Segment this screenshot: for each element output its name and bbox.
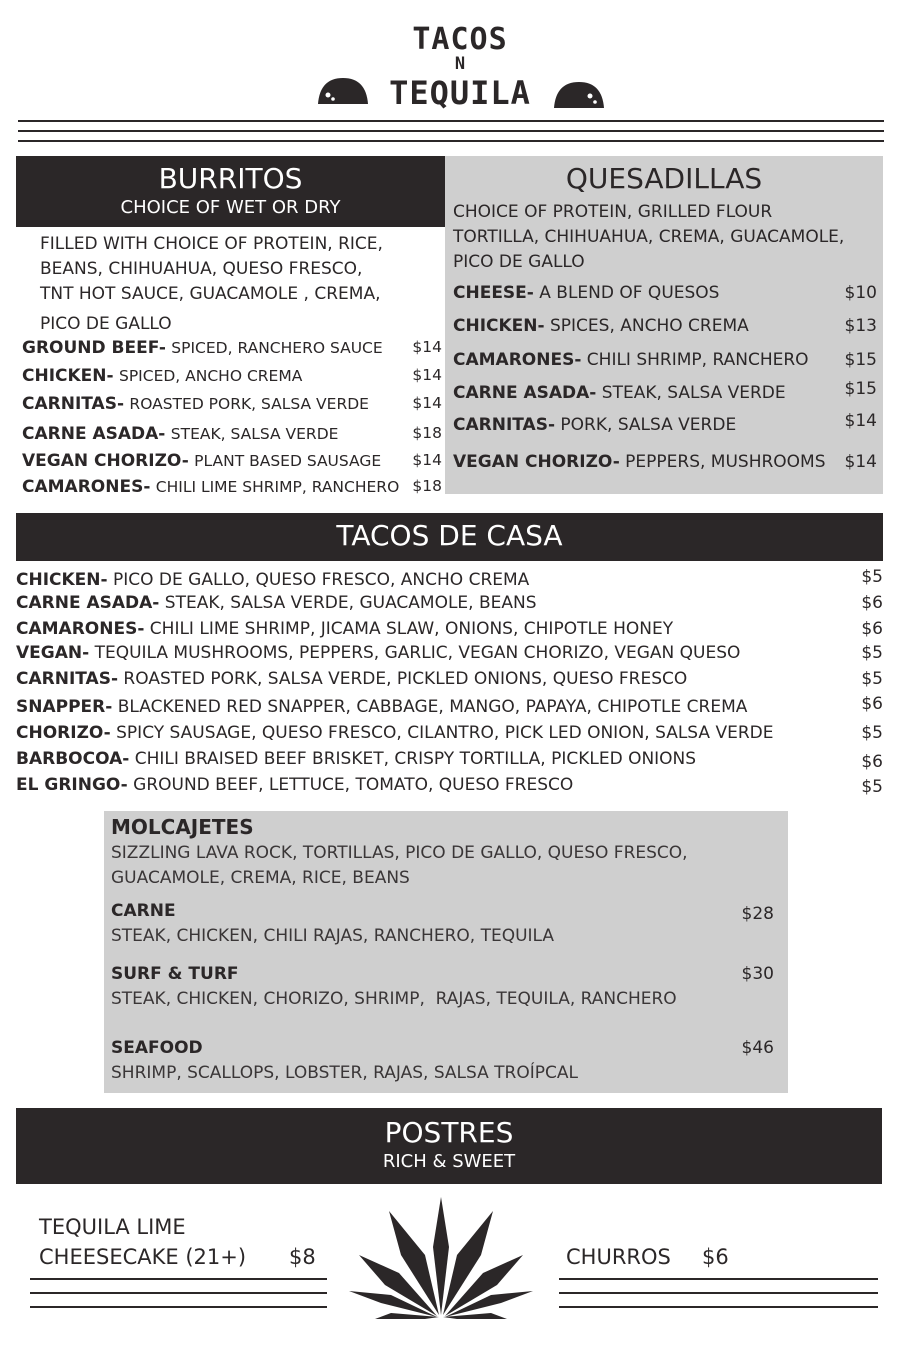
list-item: CAMARONES- CHILI SHRIMP, RANCHERO $15: [453, 350, 877, 370]
molcajete-item: [111, 901, 774, 951]
item-price: $28: [741, 904, 774, 924]
list-item: GROUND BEEF- SPICED, RANCHERO SAUCE $14: [22, 338, 442, 358]
agave-icon: [345, 1195, 537, 1320]
taco-icon: [552, 80, 606, 110]
logo: [300, 20, 620, 115]
postres-subtitle: RICH & SWEET: [382, 1151, 516, 1172]
burritos-header: [16, 156, 445, 227]
divider: [559, 1278, 878, 1280]
logo-n: N: [454, 54, 466, 74]
list-item: EL GRINGO- GROUND BEEF, LETTUCE, TOMATO, QUESO FRESCO $5: [16, 775, 883, 797]
item-name: CARNE: [111, 901, 176, 921]
dessert-name-line: CHEESECAKE (21+): [39, 1245, 247, 1269]
list-item: CHORIZO- SPICY SAUSAGE, QUESO FRESCO, CILANTRO, PICK LED ONION, SALSA VERDE $5: [16, 723, 883, 743]
divider: [30, 1278, 327, 1280]
postres-header: [16, 1108, 882, 1184]
divider: [18, 130, 884, 132]
item-name: SURF & TURF: [111, 964, 239, 984]
molcajete-item: [111, 1038, 774, 1088]
burritos-subtitle: CHOICE OF WET OR DRY: [120, 197, 341, 218]
dessert-churros: [566, 1245, 866, 1275]
molcajetes-description: [111, 841, 778, 891]
description-line: CHOICE OF PROTEIN, GRILLED FLOUR: [453, 202, 773, 222]
molcajete-item: [111, 964, 774, 1014]
tacos-header: [16, 513, 883, 561]
list-item: CARNE ASADA- STEAK, SALSA VERDE $15: [453, 379, 877, 403]
postres-title: POSTRES: [384, 1116, 514, 1149]
list-item: CARNITAS- ROASTED PORK, SALSA VERDE, PICKLED ONIONS, QUESO FRESCO $5: [16, 669, 883, 689]
dessert-price: $6: [702, 1245, 729, 1269]
molcajetes-title: MOLCAJETES: [111, 815, 254, 839]
list-item: CHICKEN- SPICES, ANCHO CREMA $13: [453, 316, 877, 336]
list-item: CARNITAS- PORK, SALSA VERDE $14: [453, 411, 877, 435]
list-item: BARBOCOA- CHILI BRAISED BEEF BRISKET, CRISPY TORTILLA, PICKLED ONIONS $6: [16, 749, 883, 772]
burritos-title: BURRITOS: [158, 162, 303, 195]
divider: [30, 1292, 327, 1294]
description-line: SIZZLING LAVA ROCK, TORTILLAS, PICO DE GALLO, QUESO FRESCO,: [111, 843, 688, 863]
burritos-list: [22, 338, 442, 503]
divider: [18, 140, 884, 142]
description-line: TNT HOT SAUCE, GUACAMOLE , CREMA,: [40, 284, 381, 304]
tacos-title: TACOS DE CASA: [336, 519, 563, 552]
logo-tacos: TACOS: [412, 22, 508, 57]
item-price: $46: [741, 1038, 774, 1058]
description-line: BEANS, CHIHUAHUA, QUESO FRESCO,: [40, 259, 363, 279]
item-description: SHRIMP, SCALLOPS, LOBSTER, RAJAS, SALSA TROÍPCAL: [111, 1063, 578, 1083]
item-description: STEAK, CHICKEN, CHORIZO, SHRIMP, RAJAS, TEQUILA, RANCHERO: [111, 989, 677, 1009]
list-item: CARNITAS- ROASTED PORK, SALSA VERDE $14: [22, 394, 442, 414]
list-item: CHICKEN- PICO DE GALLO, QUESO FRESCO, ANCHO CREMA $5: [16, 567, 883, 590]
divider: [559, 1292, 878, 1294]
list-item: CARNE ASADA- STEAK, SALSA VERDE $18: [22, 424, 442, 444]
dessert-cheesecake: [39, 1215, 324, 1275]
quesadillas-panel: [445, 156, 883, 494]
logo-tequila: TEQUILA: [389, 74, 531, 112]
dessert-price: $8: [289, 1245, 316, 1269]
list-item: CHEESE- A BLEND OF QUESOS $10: [453, 283, 877, 303]
item-price: $30: [741, 964, 774, 984]
quesadillas-description: [453, 200, 875, 275]
list-item: SNAPPER- BLACKENED RED SNAPPER, CABBAGE, MANGO, PAPAYA, CHIPOTLE CREMA $6: [16, 694, 883, 717]
description-line: GUACAMOLE, CREMA, RICE, BEANS: [111, 868, 410, 888]
quesadillas-list: [453, 283, 877, 483]
list-item: CAMARONES- CHILI LIME SHRIMP, RANCHERO $18: [22, 477, 442, 497]
list-item: CAMARONES- CHILI LIME SHRIMP, JICAMA SLAW, ONIONS, CHIPOTLE HONEY $6: [16, 619, 883, 639]
item-description: STEAK, CHICKEN, CHILI RAJAS, RANCHERO, TEQUILA: [111, 926, 555, 946]
tacos-list: [16, 567, 883, 800]
description-line: FILLED WITH CHOICE OF PROTEIN, RICE,: [40, 234, 383, 254]
dessert-name: CHURROS: [566, 1245, 671, 1269]
molcajetes-panel: [104, 811, 788, 1093]
divider: [18, 120, 884, 122]
list-item: VEGAN CHORIZO- PEPPERS, MUSHROOMS $14: [453, 452, 877, 472]
list-item: CARNE ASADA- STEAK, SALSA VERDE, GUACAMOLE, BEANS $6: [16, 593, 883, 613]
item-name: SEAFOOD: [111, 1038, 203, 1058]
burritos-description: [40, 232, 440, 337]
list-item: CHICKEN- SPICED, ANCHO CREMA $14: [22, 366, 442, 386]
divider: [559, 1306, 878, 1308]
list-item: VEGAN CHORIZO- PLANT BASED SAUSAGE $14: [22, 451, 442, 471]
divider: [30, 1306, 327, 1308]
quesadillas-title: QUESADILLAS: [565, 162, 763, 195]
dessert-name-line: TEQUILA LIME: [39, 1215, 186, 1239]
description-line: TORTILLA, CHIHUAHUA, CREMA, GUACAMOLE,: [453, 227, 845, 247]
description-line: PICO DE GALLO: [40, 314, 172, 334]
taco-icon: [316, 76, 370, 106]
list-item: VEGAN- TEQUILA MUSHROOMS, PEPPERS, GARLIC, VEGAN CHORIZO, VEGAN QUESO $5: [16, 643, 883, 663]
description-line: PICO DE GALLO: [453, 252, 585, 272]
